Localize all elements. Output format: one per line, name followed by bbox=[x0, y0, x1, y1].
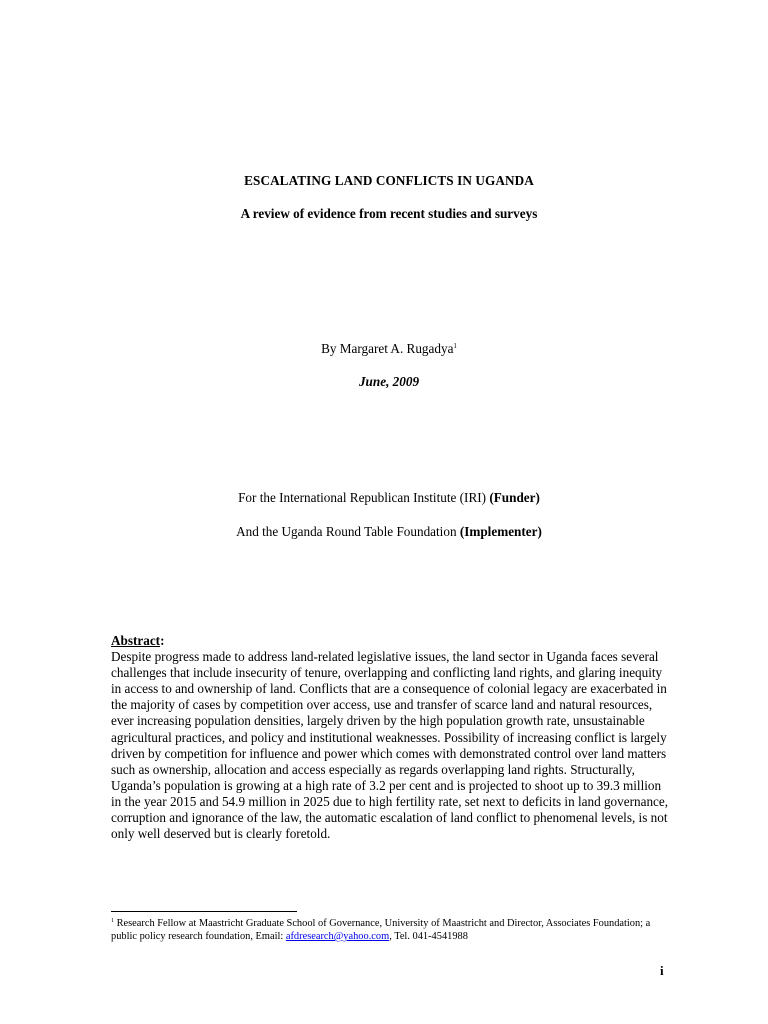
funder-line bbox=[0, 490, 768, 506]
footnote-mark: 1 bbox=[111, 918, 114, 924]
abstract-section bbox=[111, 633, 671, 842]
funder-role: (Funder) bbox=[489, 490, 540, 505]
footnote-text: Research Fellow at Maastricht Graduate School of Governance, University of Maastricht and Director, Associates Foundation; a public policy research foundation, Email: bbox=[111, 918, 651, 942]
funder-text: For the International Republican Institute (IRI) bbox=[238, 490, 490, 505]
author-name: By Margaret A. Rugadya bbox=[321, 341, 454, 356]
abstract-heading-line bbox=[111, 633, 671, 649]
abstract-heading: Abstract bbox=[111, 633, 161, 648]
footnote-phone: , Tel. 041-4541988 bbox=[389, 931, 468, 942]
footnote-divider bbox=[111, 911, 297, 912]
abstract-heading-colon: : bbox=[160, 633, 165, 648]
email-link[interactable]: afdresearch@yahoo.com bbox=[285, 931, 390, 942]
footnote bbox=[111, 917, 671, 943]
document-title: ESCALATING LAND CONFLICTS IN UGANDA bbox=[244, 173, 534, 188]
document-subtitle: A review of evidence from recent studies and surveys bbox=[240, 206, 538, 221]
implementer-text: And the Uganda Round Table Foundation bbox=[236, 524, 460, 539]
abstract-body: Despite progress made to address land-related legislative issues, the land sector in Uganda faces several challenges that include insecurity of tenure, overlapping and conflicting land rights, and glaring inequity in access to and ownership of land. Conflicts that are a consequence of colonial legacy are exacerbated in the majority of cases by competition over access, use and transfer of scarce land and natural resources, ever increasing population densities, largely driven by the high population growth rate, unsustainable agricultural practices, and policy and institutional weaknesses. Possibility of increasing conflict is largely driven by competition for influence and power which comes with demonstrated control over land matters such as ownership, allocation and access especially as regards overlapping land rights. Structurally, Uganda’s population is growing at a high rate of 3.2 per cent and is projected to shoot up to 39.3 million in the year 2015 and 54.9 million in 2025 due to high fertility rate, set next to deficits in land governance, corruption and ignorance of the law, the automatic escalation of land conflict to phenomenal levels, is not only well deserved but is clearly foretold. bbox=[111, 649, 669, 842]
author-byline bbox=[0, 341, 768, 357]
publication-date: June, 2009 bbox=[358, 374, 420, 389]
page-number: i bbox=[660, 963, 664, 978]
implementer-role: (Implementer) bbox=[459, 524, 542, 539]
footnote-reference[interactable]: 1 bbox=[453, 342, 457, 350]
implementer-line bbox=[0, 524, 768, 540]
